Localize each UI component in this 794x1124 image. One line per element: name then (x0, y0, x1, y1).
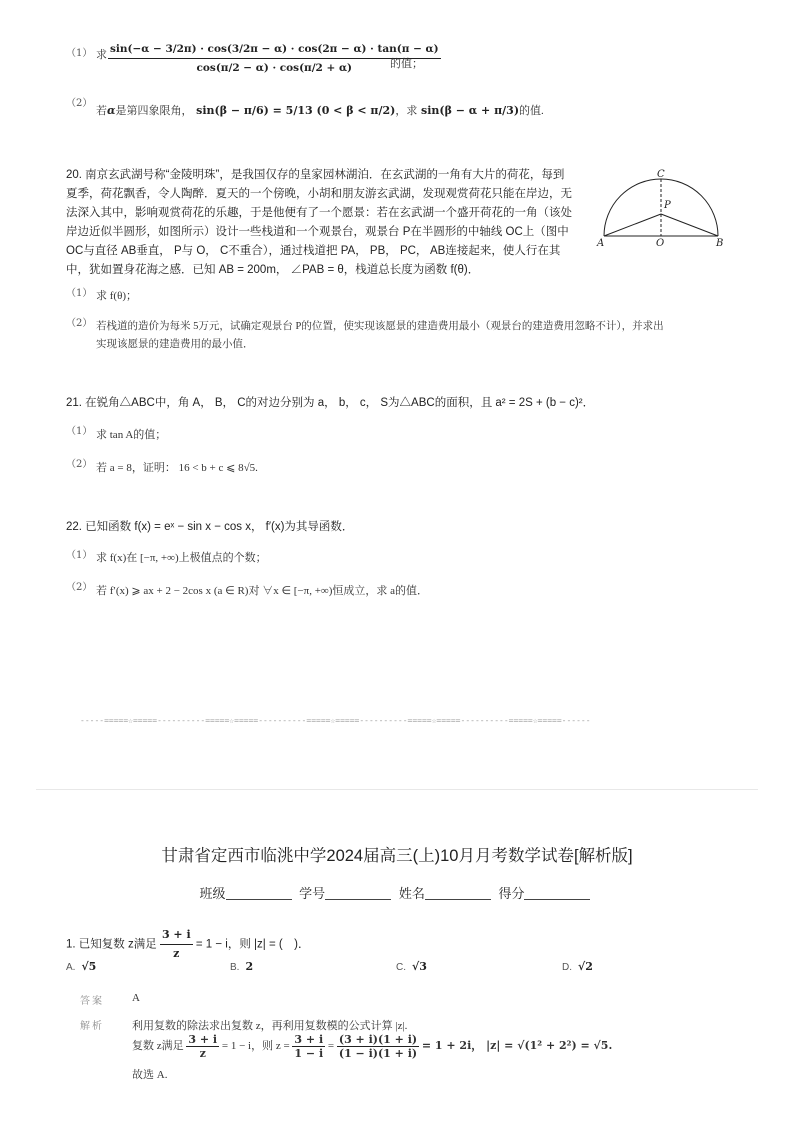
analysis-frac2-num: 3 + i (294, 1033, 324, 1046)
q22-part2-text: 若 f′(x) ⩾ ax + 2 − 2cos x (a ∈ R)对 ∀x ∈ [−π, +∞)恒成立，求 a的值． (96, 585, 429, 597)
option-b-label: B. (230, 962, 240, 973)
q22-part2-number: （2） (66, 582, 93, 593)
score-label: 得分 (498, 886, 525, 901)
label-o: O (656, 238, 665, 249)
class-blank[interactable] (226, 885, 292, 900)
q20-part1-text: 求 f(θ)； (96, 290, 138, 302)
id-label: 学号 (299, 886, 326, 901)
q19-part1-denominator: cos(π/2 − α) · cos(π/2 + α) (196, 62, 353, 74)
name-blank[interactable] (425, 885, 491, 900)
q20-part2-number: （2） (66, 318, 93, 329)
q19-part1-numerator: sin(−α − 3/2π) · cos(3/2π − α) · cos(2π − α) · tan(π − α) (108, 40, 441, 59)
id-blank[interactable] (325, 885, 391, 900)
label-p: P (664, 200, 671, 211)
q21-part1-text: 求 tan A的值； (96, 429, 167, 441)
analysis-line2 (132, 1033, 612, 1060)
option-a-value: √5 (81, 960, 97, 973)
q19-part1-number: （1） (66, 48, 93, 59)
q20-intro-line2: 夏季，荷花飘香，令人陶醉．夏天的一个傍晚，小胡和朋友游玄武湖，发现观赏荷花只能在岸边，无 (66, 188, 572, 200)
analysis-frac1-num: 3 + i (188, 1033, 218, 1046)
q20-intro-line1: 20. 南京玄武湖号称“金陵明珠”，是我国仅存的皇家园林湖泊．在玄武湖的一角有大片的荷花，每到 (66, 169, 565, 181)
analysis-l2-pre: 复数 z满足 (132, 1040, 184, 1053)
q22-part1-number: （1） (66, 550, 93, 561)
option-c-value: √3 (412, 960, 427, 973)
q1-stem-pre: 1. 已知复数 z满足 (66, 938, 157, 951)
q1-frac-den: z (173, 947, 180, 960)
q19-part1-prefix: 求 (96, 49, 107, 61)
q20-intro-line6: 中，犹如置身花海之感．已知 AB = 200m， ∠PAB = θ，栈道总长度为函数 f(θ)． (66, 264, 480, 276)
semicircle-figure (594, 168, 728, 250)
analysis-l2-eq: = (327, 1040, 335, 1053)
q1-option-d[interactable] (562, 960, 593, 973)
analysis-frac1-den: z (199, 1047, 206, 1060)
q20-part2-line1: 若栈道的造价为每米 5万元，试确定观景台 P的位置，使实现该愿景的建造费用最小（观景台的建造费用忽略不计），并求出 (96, 321, 664, 332)
q19-part2-condition: sin(β − π/6) = 5/13 (0 < β < π/2) (196, 104, 396, 117)
analysis-frac3-num: (3 + i)(1 + i) (338, 1033, 418, 1046)
q1-option-a[interactable] (66, 960, 96, 973)
q22-part1-text: 求 f(x)在 [−π, +∞)上极值点的个数； (96, 552, 267, 564)
q19-part2-pre: 若 (96, 105, 107, 117)
analysis-frac2-den: 1 − i (294, 1047, 324, 1060)
analysis-label: 解析 (80, 1021, 104, 1032)
q1-frac-num: 3 + i (160, 926, 193, 945)
q19-part2-text (96, 101, 544, 120)
q20-part1-number: （1） (66, 288, 93, 299)
paper-title: 甘肃省定西市临洮中学2024届高三(上)10月月考数学试卷[解析版] (161, 847, 633, 865)
label-b: B (716, 238, 724, 249)
option-b-value: 2 (245, 960, 254, 973)
class-label: 班级 (199, 886, 226, 901)
answer-label: 答案 (80, 996, 104, 1007)
page-separator (36, 789, 758, 790)
option-c-label: C. (396, 962, 406, 973)
analysis-l2-mid: = 1 − i，则 z = (221, 1040, 290, 1053)
option-d-value: √2 (578, 960, 593, 973)
student-info-fields (0, 883, 794, 902)
analysis-line3: 故选 A. (132, 1069, 168, 1081)
q20-intro-line5: OC与直径 AB垂直， P与 O， C不重合），通过栈道把 PA， PB， PC， AB连接起来，使人行在其 (66, 245, 561, 257)
q22-intro: 22. 已知函数 f(x) = eˣ − sin x − cos x， f′(x)为其导函数． (66, 521, 354, 533)
answer-value: A (132, 992, 140, 1004)
label-a: A (597, 238, 605, 249)
option-a-label: A. (66, 962, 76, 973)
q21-part1-number: （1） (66, 426, 93, 437)
q20-intro-line3: 法深入其中，影响观赏荷花的乐趣，于是他便有了一个愿景：若在玄武湖一个盛开荷花的一角（该处 (66, 207, 572, 219)
label-c: C (657, 169, 665, 180)
q19-part2-target: sin(β − α + π/3) (421, 104, 520, 117)
q1-stem (66, 926, 310, 963)
analysis-l2-end: = 1 + 2i， |z| = √(1² + 2²) = √5. (421, 1039, 613, 1053)
analysis-frac3-den: (1 − i)(1 + i) (338, 1047, 418, 1060)
option-d-label: D. (562, 962, 572, 973)
segment-pa (604, 214, 661, 236)
name-label: 姓名 (398, 886, 425, 901)
segment-pb (661, 214, 718, 236)
section-divider: -----=====☆=====----------=====☆=====----------=====☆=====----------=====☆=====----------=====☆=====------ (80, 716, 591, 725)
q19-part1-suffix: 的值； (390, 58, 423, 70)
semicircle-arc (604, 179, 718, 236)
q21-part2-number: （2） (66, 459, 93, 470)
q19-part2-mid: 是第四象限角， (115, 105, 193, 117)
score-blank[interactable] (524, 885, 590, 900)
q19-part2-alpha: α (107, 104, 116, 117)
analysis-line1: 利用复数的除法求出复数 z，再利用复数模的公式计算 |z|. (132, 1020, 408, 1032)
q20-part2-line2: 实现该愿景的建造费用的最小值． (96, 339, 254, 350)
q1-option-c[interactable] (396, 960, 427, 973)
q19-part2-end: 的值. (519, 105, 544, 117)
q21-intro: 21. 在锐角△ABC中，角 A， B， C的对边分别为 a， b， c， S为△ABC的面积，且 a² = 2S + (b − c)²． (66, 397, 595, 409)
q1-stem-post: = 1 − i，则 |z| = ( )． (195, 938, 310, 951)
q21-part2-text: 若 a = 8，证明： 16 < b + c ⩽ 8√5. (96, 462, 258, 474)
q20-intro-line4: 岸边近似半圆形，如图所示）设计一些栈道和一个观景台，观景台 P在半圆形的中轴线 OC上（图中 (66, 226, 569, 238)
q19-part2-number: （2） (66, 98, 93, 109)
q1-option-b[interactable] (230, 960, 253, 973)
q19-part2-sep: ，求 (395, 105, 418, 117)
